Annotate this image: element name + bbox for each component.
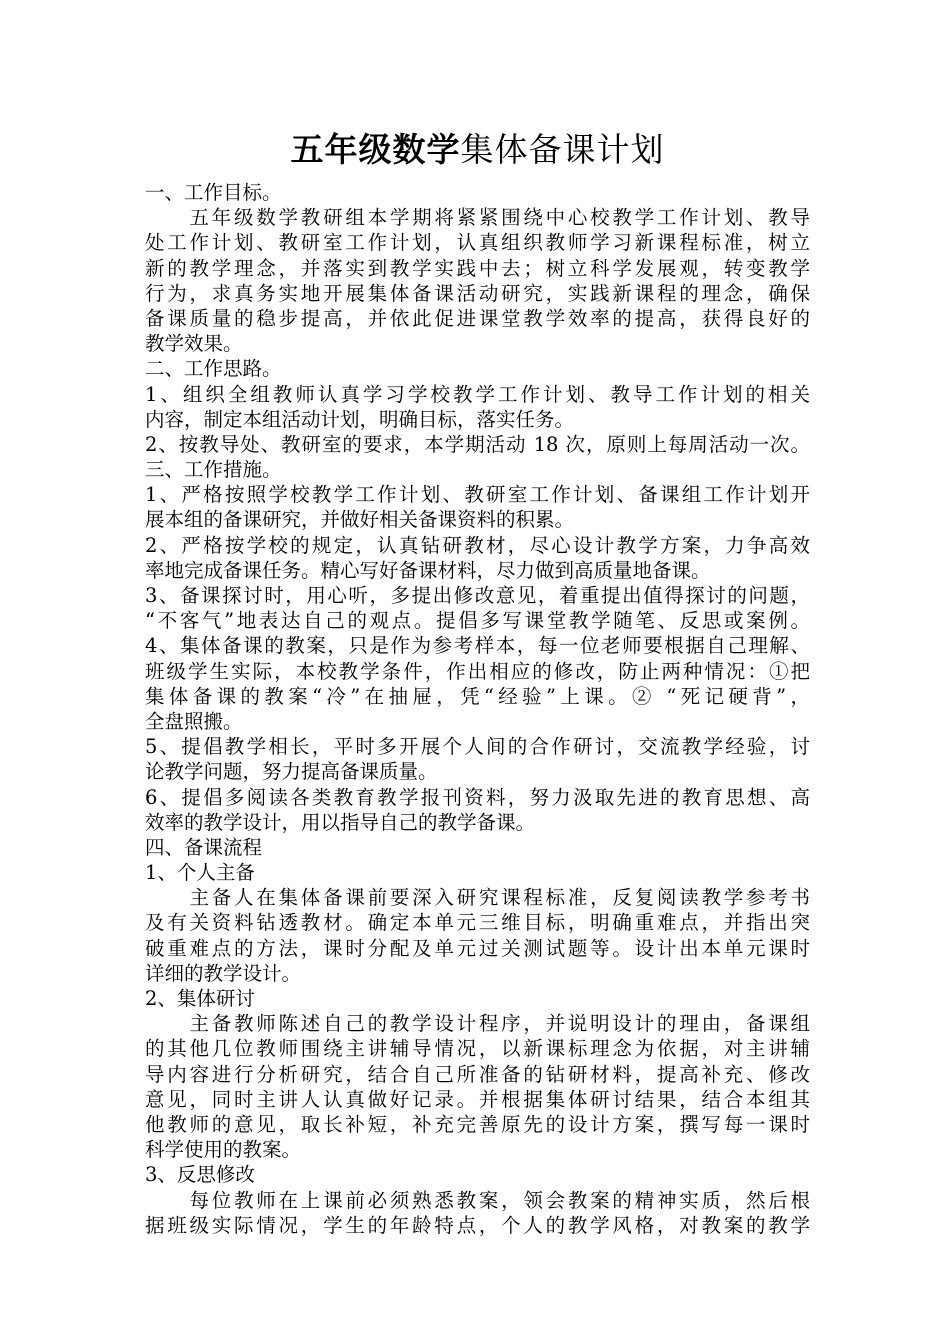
text-line: 班级学生实际，本校教学条件，作出相应的修改，防止两种情况：①把	[145, 659, 810, 683]
text-line: 主备教师陈述自己的教学设计程序，并说明设计的理由，备课组	[145, 1012, 810, 1036]
text-line: 展本组的备课研究，并做好相关备课资料的积累。	[145, 508, 575, 532]
text-line: 他教师的意见，取长补短，补充完善原先的设计方案，撰写每一课时	[145, 1112, 810, 1136]
text-line: 行为，求真务实地开展集体备课活动研究，实践新课程的理念，确保	[145, 281, 810, 305]
text-line: 5、提倡教学相长，平时多开展个人间的合作研讨，交流教学经验，讨	[145, 735, 810, 759]
text-line: 的其他几位教师围绕主讲辅导情况，以新课标理念为依据，对主讲辅	[145, 1037, 810, 1061]
document-body	[145, 180, 810, 1238]
text-line: 4、集体备课的教案，只是作为参考样本，每一位老师要根据自己理解、	[145, 634, 810, 658]
document-page	[145, 120, 810, 1238]
document-title	[145, 120, 810, 180]
text-line: 据班级实际情况，学生的年龄特点，个人的教学风格，对教案的教学	[145, 1213, 810, 1237]
text-line: 科学使用的教案。	[145, 1138, 302, 1162]
text-line: 主备人在集体备课前要深入研究课程标准，反复阅读教学参考书	[145, 886, 810, 910]
text-line: 二、工作思路。	[145, 357, 282, 381]
text-line: 全盘照搬。	[145, 709, 243, 733]
text-line: 论教学问题，努力提高备课质量。	[145, 760, 438, 784]
text-line: 每位教师在上课前必须熟悉教案，领会教案的精神实质，然后根	[145, 1188, 810, 1212]
text-line: 意见，同时主讲人认真做好记录。并根据集体研讨结果，结合本组其	[145, 1087, 810, 1111]
text-line: 3、备课探讨时，用心听，多提出修改意见，着重提出值得探讨的问题，	[145, 584, 810, 607]
text-line: “不客气”地表达自己的观点。提倡多写课堂教学随笔、反思或案例。	[145, 609, 810, 633]
text-line: 集体备课的教案“冷”在抽屉，凭“经验”上课。② “死记硬背”，	[145, 684, 810, 708]
text-line: 处工作计划、教研室工作计划，认真组织教师学习新课程标准，树立	[145, 231, 810, 255]
text-line: 详细的教学设计。	[145, 961, 302, 985]
title-bold-part: 五年级数学	[290, 130, 461, 169]
text-line: 教学效果。	[145, 332, 243, 356]
text-line: 率地完成备课任务。精心写好备课材料，尽力做到高质量地备课。	[145, 558, 711, 582]
text-line: 一、工作目标。	[145, 181, 282, 204]
text-line: 新的教学理念，并落实到教学实践中去；树立科学发展观，转变教学	[145, 256, 810, 280]
text-line: 1、个人主备	[145, 861, 255, 885]
text-line: 备课质量的稳步提高，并依此促进课堂教学效率的提高，获得良好的	[145, 306, 810, 330]
text-line: 2、集体研讨	[145, 987, 255, 1010]
text-line: 3、反思修改	[145, 1163, 255, 1187]
text-line: 五年级数学教研组本学期将紧紧围绕中心校教学工作计划、教导	[145, 206, 810, 230]
text-line: 1、组织全组教师认真学习学校教学工作计划、教导工作计划的相关	[145, 382, 810, 406]
text-line: 6、提倡多阅读各类教育教学报刊资料，努力汲取先进的教育思想、高	[145, 785, 810, 809]
text-line: 导内容进行分析研究，结合自己所准备的钻研材料，提高补充、修改	[145, 1062, 810, 1086]
text-line: 效率的教学设计，用以指导自己的教学备课。	[145, 810, 536, 834]
text-line: 破重难点的方法，课时分配及单元过关测试题等。设计出本单元课时	[145, 936, 810, 960]
text-line: 1、严格按照学校教学工作计划、教研室工作计划、备课组工作计划开	[145, 483, 810, 507]
text-line: 2、按教导处、教研室的要求，本学期活动 18 次，原则上每周活动一次。	[145, 432, 810, 456]
title-normal-part: 集体备课计划	[460, 130, 665, 169]
text-line: 及有关资料钻透教材。确定本单元三维目标，明确重难点，并指出突	[145, 911, 810, 935]
text-line: 2、严格按学校的规定，认真钻研教材，尽心设计教学方案，力争高效	[145, 533, 810, 557]
text-line: 四、备课流程	[145, 835, 263, 859]
text-line: 三、工作措施。	[145, 458, 282, 482]
text-line: 内容，制定本组活动计划，明确目标，落实任务。	[145, 407, 575, 431]
